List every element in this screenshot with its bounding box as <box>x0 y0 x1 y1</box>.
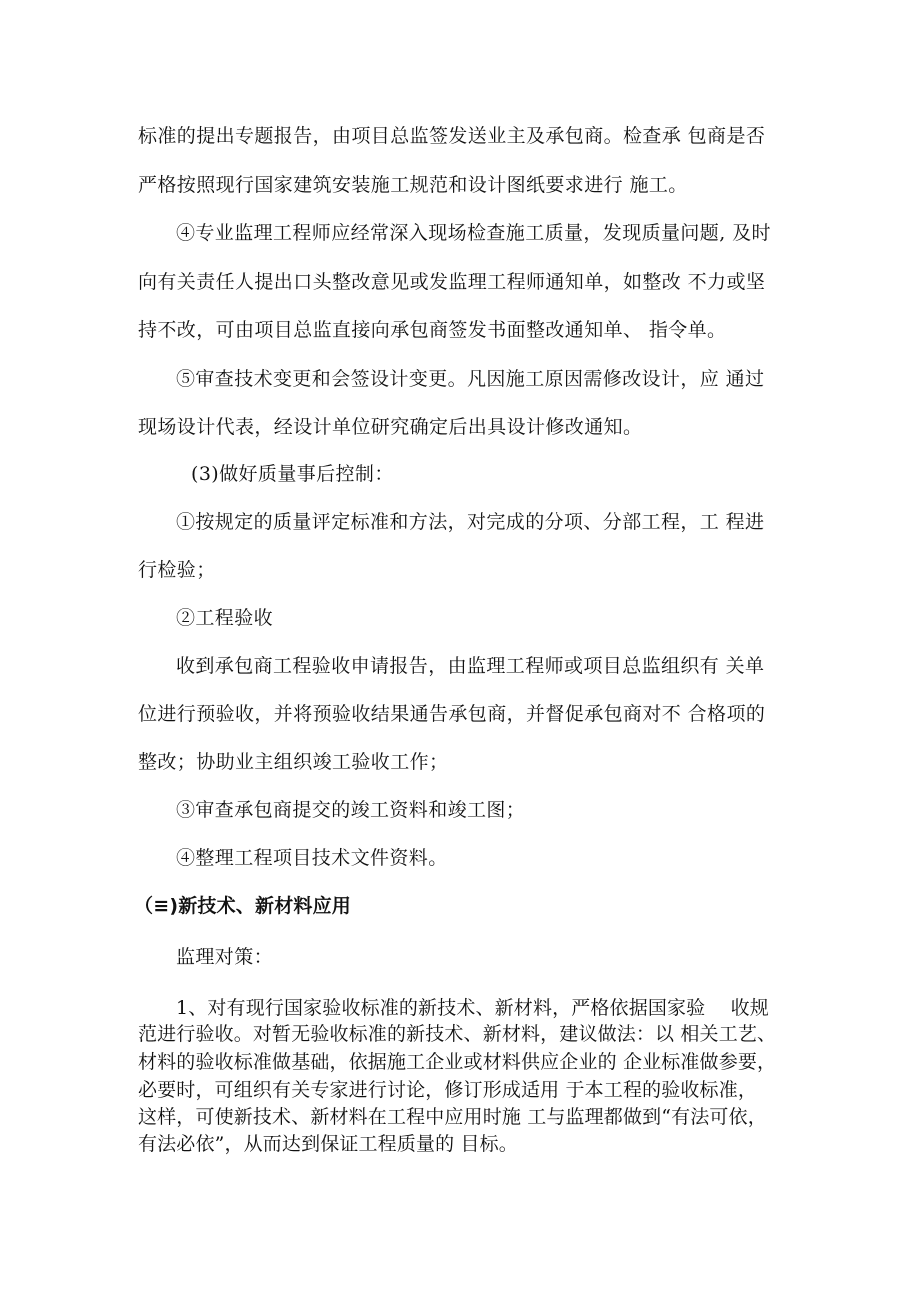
paragraph-line: 监理对策： <box>176 946 274 968</box>
paragraph-line: 向有关责任人提出口头整改意见或发监理工程师通知单，如整改 不力或坚 <box>138 271 766 293</box>
paragraph-line: 严格按照现行国家建筑安装施工规范和设计图纸要求进行 施工。 <box>138 174 688 196</box>
paragraph-line: ⑤审查技术变更和会签设计变更。凡因施工原因需修改设计，应 通过 <box>176 368 765 390</box>
section-subheading: (3)做好质量事后控制： <box>191 463 394 485</box>
paragraph-line: ④整理工程项目技术文件资料。 <box>176 847 448 869</box>
paragraph-line: 有法必依”，从而达到保证工程质量的 目标。 <box>138 1133 518 1155</box>
paragraph-line: 现场设计代表，经设计单位研究确定后出具设计修改通知。 <box>138 416 643 438</box>
paragraph-line: 整改；协助业主组织竣工验收工作； <box>138 751 449 773</box>
paragraph-line: 标准的提出专题报告，由项目总监签发送业主及承包商。检查承 包商是否 <box>138 125 766 147</box>
paragraph-line: ①按规定的质量评定标准和方法，对完成的分项、分部工程，工 程进 <box>176 511 765 533</box>
paragraph-line: 行检验； <box>138 559 216 581</box>
paragraph-line: 收到承包商工程验收申请报告，由监理工程师或项目总监组织有 关单 <box>176 655 765 677</box>
paragraph-line: 必要时，可组织有关专家进行讨论，修订形成适用 于本工程的验收标准， <box>138 1079 757 1101</box>
section-heading: （≡)新技术、新材料应用 <box>134 895 352 917</box>
paragraph-line: ②工程验收 <box>176 607 274 629</box>
paragraph-line: ④专业监理工程师应经常深入现场检查施工质量，发现质量问题, 及时 <box>176 222 771 244</box>
paragraph-line: ③审查承包商提交的竣工资料和竣工图； <box>176 799 526 821</box>
paragraph-line: 1、对有现行国家验收标准的新技术、新材料，严格依据国家验 收规 <box>176 997 769 1019</box>
paragraph-line: 这样，可使新技术、新材料在工程中应用时施 工与监理都做到“有法可依， <box>138 1106 767 1128</box>
paragraph-line: 材料的验收标准做基础，依据施工企业或材料供应企业的 企业标准做参要， <box>138 1051 777 1073</box>
paragraph-line: 范进行验收。对暂无验收标准的新技术、新材料，建议做法：以 相关工艺、 <box>138 1023 777 1045</box>
paragraph-line: 位进行预验收，并将预验收结果通告承包商，并督促承包商对不 合格项的 <box>138 703 766 725</box>
paragraph-line: 持不改，可由项目总监直接向承包商签发书面整改通知单、 指令单。 <box>138 319 727 341</box>
